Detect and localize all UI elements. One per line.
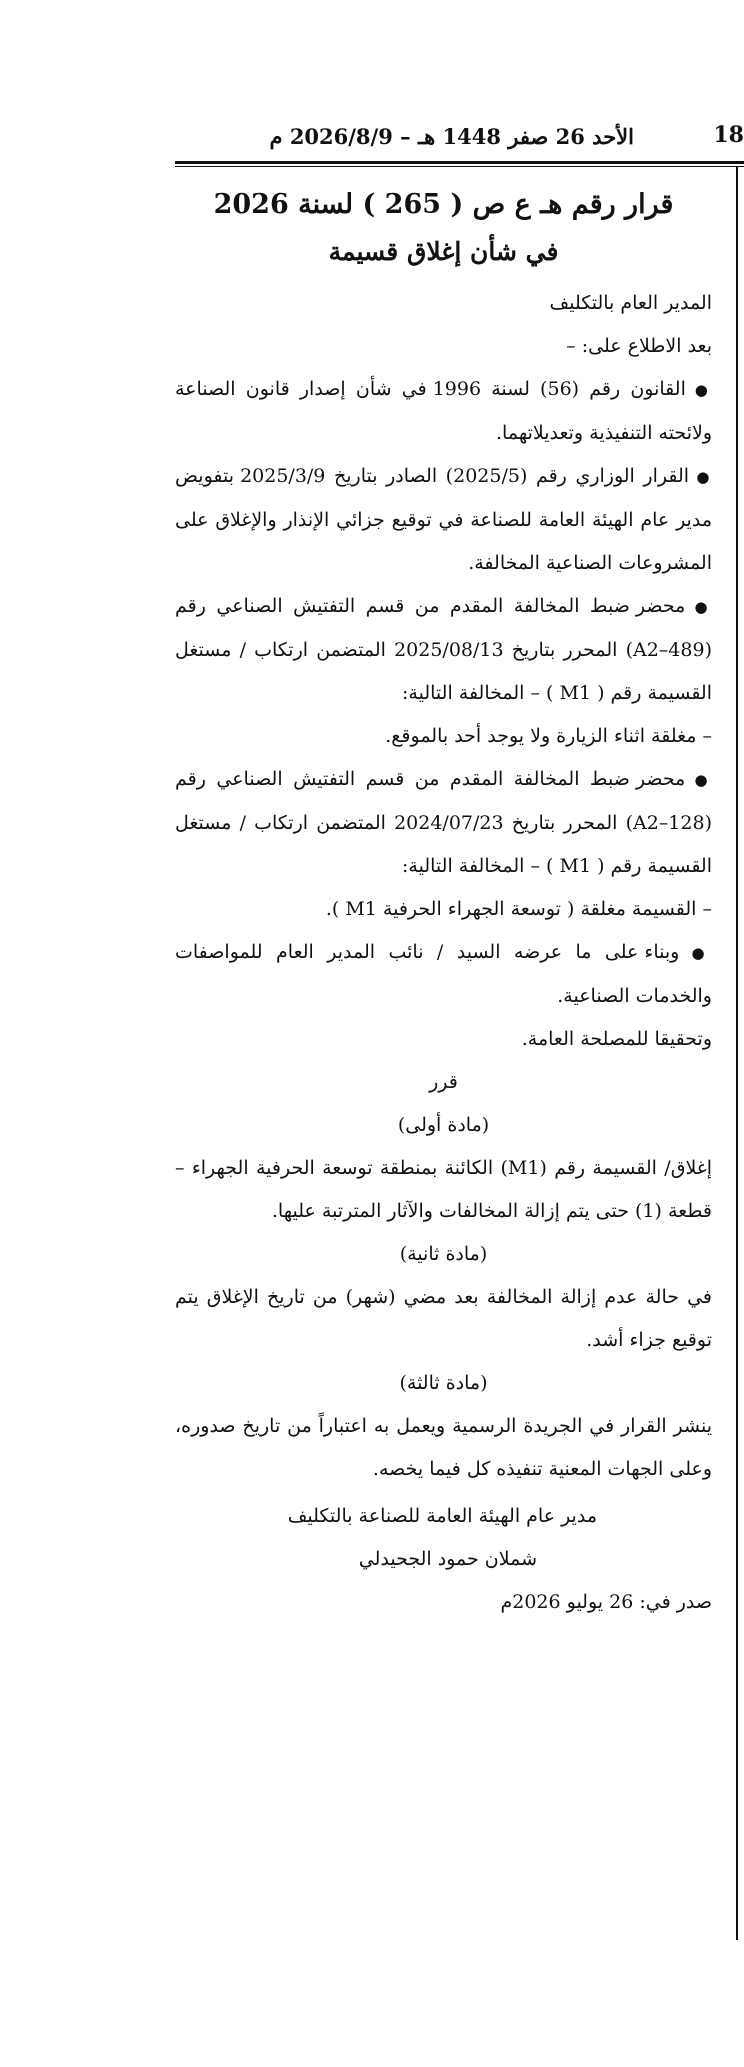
issuer-line: المدير العام بالتكليف bbox=[549, 292, 712, 314]
after-review-line: بعد الاطلاع على: – bbox=[566, 335, 712, 357]
signatory-name: شملان حمود الجحيدلي bbox=[358, 1548, 537, 1570]
header-rule-thin bbox=[175, 166, 744, 167]
preamble-item: ● القرار الوزاري رقم (2025/5) الصادر بتاريخ 2025/3/9 بتفويض مدير عام الهيئة العامة للصناعة في توقيع جزائي الإنذار والإغلاق على المشروعات الصناعية المخالفة. bbox=[175, 455, 712, 585]
decision-subtitle: في شأن إغلاق قسيمة bbox=[328, 237, 559, 266]
decided-heading: قرر bbox=[429, 1071, 458, 1093]
issue-date-line: الأحد 26 صفر 1448 هـ – 2026/8/9 م bbox=[269, 124, 634, 149]
article-text: ينشر القرار في الجريدة الرسمية ويعمل به اعتباراً من تاريخ صدوره، وعلى الجهات المعنية تنفيذه كل فيما يخصه. bbox=[175, 1415, 712, 1480]
signatory-title: مدير عام الهيئة العامة للصناعة بالتكليف bbox=[287, 1505, 597, 1527]
preamble-item: ● محضر ضبط المخالفة المقدم من قسم التفتيش الصناعي رقم (A2–489) المحرر بتاريخ 2025/08/13 المتضمن ارتكاب / مستغل القسيمة رقم ( M1 ) – المخالفة التالية: bbox=[175, 585, 712, 715]
preamble-item: ● محضر ضبط المخالفة المقدم من قسم التفتيش الصناعي رقم (A2–128) المحرر بتاريخ 2024/07/23 المتضمن ارتكاب / مستغل القسيمة رقم ( M1 ) – المخالفة التالية: bbox=[175, 758, 712, 888]
article-heading: (مادة ثالثة) bbox=[399, 1372, 488, 1394]
article-text: إغلاق/ القسيمة رقم (M1) الكائنة بمنطقة توسعة الحرفية الجهراء – قطعة (1) حتى يتم إزالة المخالفات والآثار المترتبة عليها. bbox=[175, 1157, 713, 1222]
article-heading: (مادة ثانية) bbox=[399, 1243, 488, 1265]
issued-date: صدر في: 26 يوليو 2026م bbox=[500, 1591, 712, 1613]
public-interest-line: وتحقيقا للمصلحة العامة. bbox=[521, 1028, 712, 1050]
article-heading: (مادة أولى) bbox=[397, 1114, 490, 1136]
page-header bbox=[175, 122, 744, 152]
preamble-item: ● القانون رقم (56) لسنة 1996 في شأن إصدار قانون الصناعة ولائحته التنفيذية وتعديلاتهما. bbox=[175, 368, 712, 455]
violation-line: – مغلقة اثناء الزيارة ولا يوجد أحد بالموقع. bbox=[385, 725, 712, 747]
article-text: في حالة عدم إزالة المخالفة بعد مضي (شهر) من تاريخ الإغلاق يتم توقيع جزاء أشد. bbox=[175, 1286, 712, 1351]
column-divider bbox=[736, 166, 738, 1940]
decision-title: قرار رقم هـ ع ص ( 265 ) لسنة 2026 bbox=[213, 189, 674, 220]
decision-body bbox=[175, 180, 712, 1624]
preamble-item: ● وبناء على ما عرضه السيد / نائب المدير العام للمواصفات والخدمات الصناعية. bbox=[175, 931, 712, 1018]
header-rule-thick bbox=[175, 161, 744, 164]
violation-line: – القسيمة مغلقة ( توسعة الجهراء الحرفية M1 ). bbox=[325, 898, 712, 920]
page-number: 18 bbox=[713, 122, 744, 148]
